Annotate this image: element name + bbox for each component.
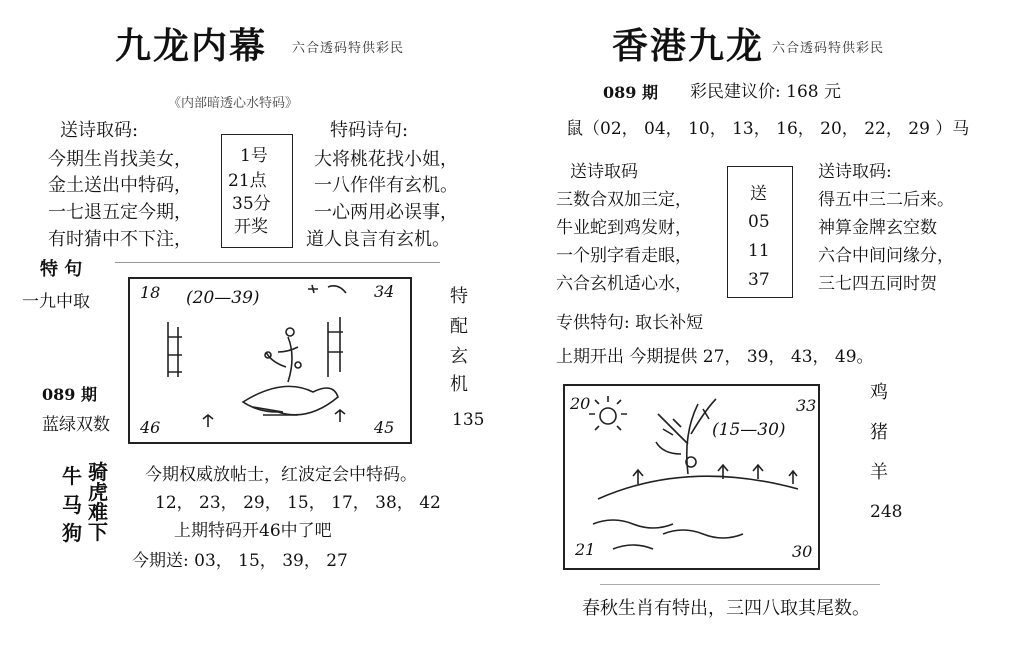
- right-pic-br: 30: [792, 542, 813, 561]
- side-char: 配: [450, 316, 468, 337]
- box-line: 1号: [240, 146, 268, 166]
- poem-line: 一八作伴有玄机。: [314, 175, 458, 196]
- poem-line: 六合中间问缘分，: [818, 246, 954, 266]
- poem-line: 一个别字看走眼，: [556, 246, 692, 266]
- left-line-quanwei: 今期权威放帖士，红波定会中特码。: [145, 465, 417, 485]
- left-side-num: 135: [452, 410, 485, 430]
- right-poem-label-right: 送诗取码:: [818, 162, 892, 182]
- left-poem-label-left: 送诗取码:: [60, 120, 139, 141]
- poem-line: 道人良言有玄机。: [306, 229, 450, 250]
- left-pic-tl: 18: [140, 283, 161, 302]
- poem-line: 大将桃花找小姐，: [314, 149, 458, 170]
- poem-line: 一七退五定今期，: [48, 202, 192, 223]
- left-subtitle: 六合透码特供彩民: [292, 41, 405, 56]
- right-shu-line: 鼠（02， 04， 10， 13， 16， 20， 22， 29 ）马: [566, 119, 970, 139]
- side-char: 机: [450, 374, 468, 395]
- side-char: 猪: [870, 422, 888, 443]
- right-pic-tr: 33: [796, 396, 817, 415]
- right-subtitle: 六合透码特供彩民: [772, 41, 885, 56]
- animal: 狗: [62, 521, 82, 545]
- animal: 马: [62, 493, 82, 517]
- poem-line: 六合玄机适心水，: [556, 274, 692, 294]
- right-poem-label-left: 送诗取码: [570, 162, 638, 182]
- right-faint-line: [600, 584, 880, 585]
- left-line-send: 今期送: 03， 15， 39， 27: [132, 551, 348, 571]
- box-line: 05: [748, 212, 770, 232]
- right-issue: 089 期: [603, 83, 658, 102]
- box-line: 35分: [232, 194, 271, 214]
- left-inner-tag: 《内部暗透心水特码》: [168, 96, 299, 111]
- qihunan-char: 虎: [88, 480, 108, 504]
- side-char: 鸡: [870, 382, 888, 403]
- qihunan-char: 骑: [88, 460, 108, 484]
- poem-line: 三七四五同时贺: [818, 274, 937, 294]
- left-poem-label-right: 特码诗句:: [330, 120, 409, 141]
- left-yijiu: 一九中取: [22, 292, 90, 312]
- box-line: 开奖: [234, 217, 268, 237]
- left-pic-range: (20—39): [186, 288, 260, 308]
- box-line: 37: [748, 270, 770, 290]
- right-side-num: 248: [870, 502, 903, 522]
- left-pic-bl: 46: [140, 418, 161, 437]
- qihunan-char: 下: [88, 520, 108, 544]
- right-sketch-drawing: [563, 384, 816, 566]
- right-pic-tl: 20: [570, 394, 591, 413]
- side-char: 特: [450, 286, 468, 307]
- poem-line: 得五中三二后来。: [818, 190, 954, 210]
- box-line: 送: [750, 184, 767, 204]
- left-lanlv: 蓝绿双数: [42, 415, 110, 435]
- right-title: 香港九龙: [612, 25, 765, 67]
- poem-line: 三数合双加三定，: [556, 190, 692, 210]
- right-footer: 春秋生肖有特出，三四八取其尾数。: [582, 598, 870, 619]
- box-line: 21点: [228, 171, 267, 191]
- left-title: 九龙内幕: [115, 25, 268, 67]
- poem-line: 今期生肖找美女，: [48, 149, 192, 170]
- left-pic-br: 45: [374, 418, 395, 437]
- poem-line: 一心两用必误事，: [314, 202, 458, 223]
- box-line: 11: [748, 241, 770, 261]
- left-sketch-drawing: [128, 277, 408, 440]
- right-zhuangong: 专供特句: 取长补短: [556, 313, 704, 333]
- left-tejuh-label: 特 句: [40, 259, 83, 280]
- left-line-nums: 12， 23， 29， 15， 17， 38， 42: [155, 493, 441, 513]
- left-issue: 089 期: [42, 385, 97, 404]
- side-char: 玄: [450, 346, 468, 367]
- poem-line: 金土送出中特码，: [48, 175, 192, 196]
- right-pic-bl: 21: [575, 540, 596, 559]
- left-faint-line: [115, 262, 440, 263]
- side-char: 羊: [870, 462, 888, 483]
- right-pic-range: (15—30): [712, 420, 786, 440]
- poem-line: 牛业蛇到鸡发财，: [556, 218, 692, 238]
- left-line-last: 上期特码开46中了吧: [174, 521, 332, 541]
- poem-line: 有时猜中不下注，: [48, 229, 192, 250]
- animal: 牛: [62, 464, 82, 488]
- right-shangqi: 上期开出 今期提供 27， 39， 43， 49。: [556, 347, 874, 367]
- left-pic-tr: 34: [374, 282, 395, 301]
- right-price: 彩民建议价: 168 元: [690, 82, 841, 102]
- poem-line: 神算金牌玄空数: [818, 218, 937, 238]
- qihunan-char: 难: [88, 500, 108, 524]
